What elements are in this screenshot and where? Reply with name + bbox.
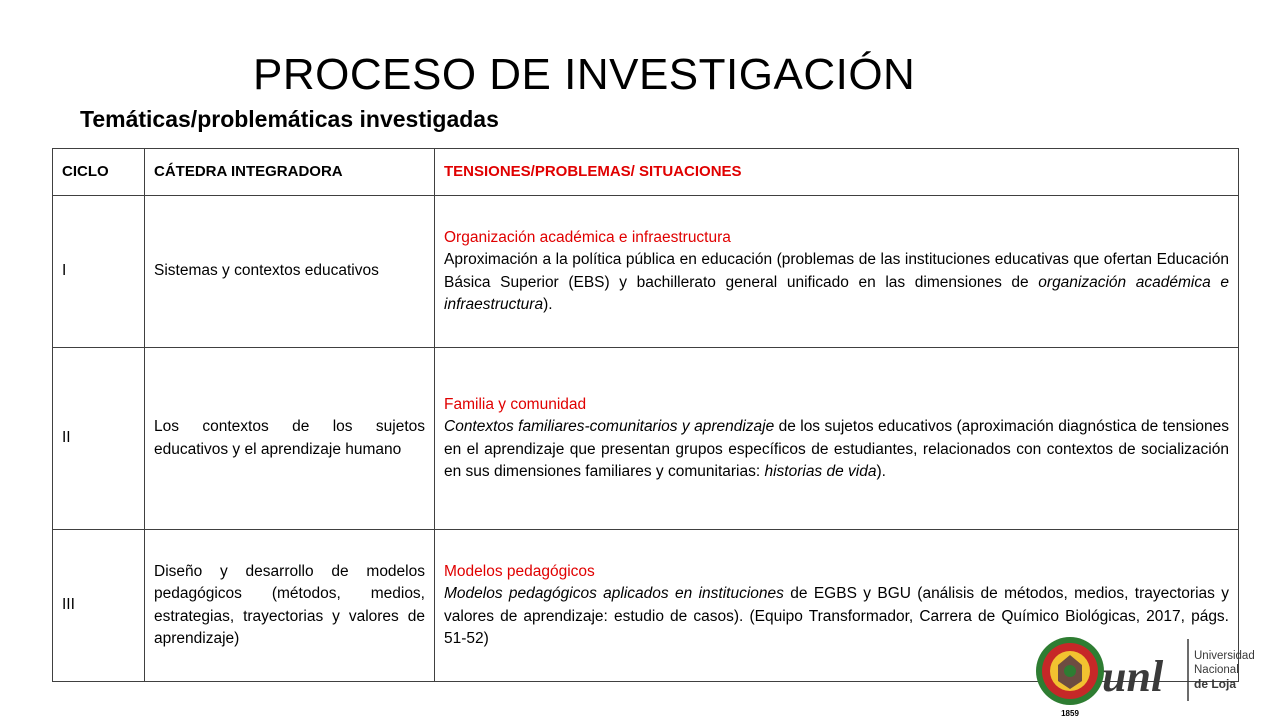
table-row xyxy=(53,348,1239,530)
cell-ciclo: II xyxy=(53,348,145,530)
university-name-line1: Universidad xyxy=(1194,650,1255,662)
tension-heading: Organización académica e infraestructura xyxy=(444,228,731,246)
university-logos xyxy=(1030,635,1280,720)
table-row xyxy=(53,196,1239,348)
seal-year: 1859 xyxy=(1061,709,1079,718)
cell-ciclo: I xyxy=(53,196,145,348)
university-name-line3: de Loja xyxy=(1194,677,1237,691)
cell-tensiones xyxy=(435,196,1239,348)
table-header-row xyxy=(53,149,1239,196)
unl-mark: unl xyxy=(1102,652,1164,701)
page-subtitle: Temáticas/problemáticas investigadas xyxy=(80,106,499,132)
tension-description: Contextos familiares-comunitarios y aprendizaje de los sujetos educativos (aproximación diagnóstica de tensiones en el aprendizaje que presentan grupos específicos de estudiantes, relacionados con contextos de socialización en sus dimensiones familiares y comunitarias: historias de vida). xyxy=(444,418,1229,480)
cell-tensiones xyxy=(435,348,1239,530)
tension-description: Modelos pedagógicos aplicados en instituciones de EGBS y BGU (análisis de métodos, medios, trayectorias y valores de aprendizaje: estudio de casos). (Equipo Transformador, Carrera de Químico Biológicas, 2017, págs. 51-52) xyxy=(444,585,1229,647)
cell-catedra: Sistemas y contextos educativos xyxy=(145,196,435,348)
cell-ciclo: III xyxy=(53,530,145,682)
header-ciclo: CICLO xyxy=(53,149,145,196)
research-table xyxy=(52,148,1239,682)
header-catedra: CÁTEDRA INTEGRADORA xyxy=(145,149,435,196)
cell-catedra: Diseño y desarrollo de modelos pedagógicos (métodos, medios, estrategias, trayectorias y valores de aprendizaje) xyxy=(145,530,435,682)
unl-logo-graphic xyxy=(1030,635,1280,720)
tension-heading: Familia y comunidad xyxy=(444,395,587,413)
page-title: PROCESO DE INVESTIGACIÓN xyxy=(253,50,916,99)
tension-description: Aproximación a la política pública en educación (problemas de las instituciones educativas que ofertan Educación Básica Superior (EBS) y bachillerato general unificado en las dimensiones de organización académica e infraestructura). xyxy=(444,251,1229,313)
university-seal-icon xyxy=(1036,637,1104,718)
header-tensiones: TENSIONES/PROBLEMAS/ SITUACIONES xyxy=(435,149,1239,196)
tension-heading: Modelos pedagógicos xyxy=(444,562,595,580)
cell-catedra: Los contextos de los sujetos educativos y el aprendizaje humano xyxy=(145,348,435,530)
university-name-line2: Nacional xyxy=(1194,664,1239,676)
